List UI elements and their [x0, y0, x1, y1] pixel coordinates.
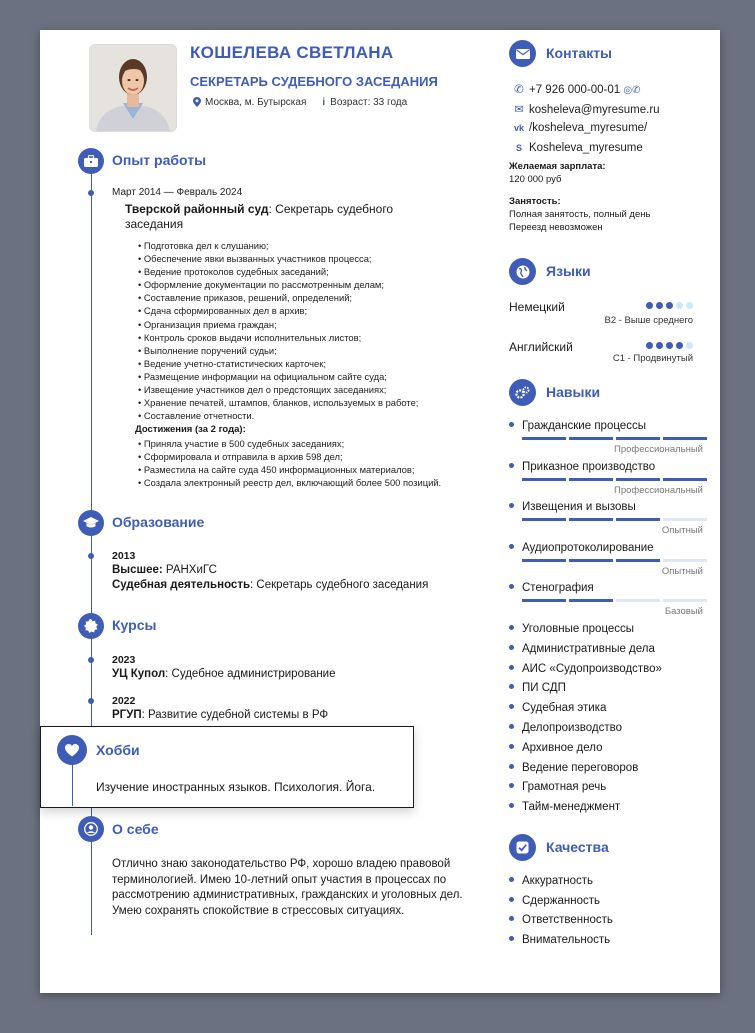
rating-dot: [656, 302, 663, 309]
salary-label: Желаемая зарплата:: [509, 161, 606, 172]
experience-position: [125, 202, 425, 232]
salary-value: 120 000 руб: [509, 174, 562, 185]
quality-item: Сдержанность: [509, 895, 600, 907]
globe-icon: [509, 258, 536, 285]
skill-bar-segment: [522, 559, 566, 562]
skill-name: Извещения и вызовы: [509, 501, 636, 513]
skill-item: Ведение переговоров: [509, 762, 638, 774]
skill-level: Опытный: [661, 566, 703, 577]
achievement-item: • Приняла участие в 500 судебных заседаниях;: [138, 437, 441, 450]
skill-bar-segment: [616, 437, 660, 440]
quality-item: Ответственность: [509, 914, 613, 926]
profile-photo: [89, 44, 177, 132]
checkbox-icon: [509, 834, 536, 861]
skill-bar-segment: [616, 599, 660, 602]
skill-bar: [522, 559, 707, 562]
heart-icon: [57, 735, 87, 765]
skill-item: Грамотная речь: [509, 781, 606, 793]
duty-item: • Ведение протоколов судебных заседаний;: [138, 265, 418, 278]
skill-bar-segment: [522, 518, 566, 521]
skill-bar-segment: [522, 478, 566, 481]
skill-bar-segment: [522, 599, 566, 602]
rating-dot: [646, 342, 653, 349]
contacts-title: Контакты: [546, 45, 613, 61]
rating-dot: [686, 342, 693, 349]
duty-item: • Организация приема граждан;: [138, 318, 418, 331]
skill-name: Стенография: [509, 582, 594, 594]
achievement-item: • Создала электронный реестр дел, включающий более 500 позиций.: [138, 476, 441, 489]
education-degree: Высшее: РАНХиГС: [112, 564, 217, 576]
skill-item: Судебная этика: [509, 702, 606, 714]
role-line-1: : Секретарь судебного: [268, 202, 394, 216]
hobby-title: Хобби: [96, 742, 140, 758]
achievement-item: • Разместила на сайте суда 450 информационных материалов;: [138, 463, 441, 476]
skill-bar-segment: [569, 478, 613, 481]
timeline-dot: [88, 553, 94, 559]
skill-item: Тайм-менеджмент: [509, 801, 620, 813]
hobby-text: Изучение иностранных языков. Психология. Йога.: [96, 780, 376, 794]
duty-item: • Обеспечение явки вызванных участников процесса;: [138, 252, 418, 265]
duty-item: • Контроль сроков выдачи исполнительных листов;: [138, 331, 418, 344]
duty-item: • Сдача сформированных дел в архив;: [138, 304, 418, 317]
skill-bar: [522, 518, 707, 521]
skill-level: Профессиональный: [614, 485, 703, 496]
experience-title: Опыт работы: [112, 152, 207, 168]
user-icon: [78, 816, 104, 842]
language-1-rating: [646, 302, 693, 309]
skill-bar-segment: [663, 518, 707, 521]
vk-icon: vk: [513, 123, 524, 133]
rating-dot: [686, 302, 693, 309]
company-name: Тверской районный суд: [125, 202, 269, 216]
skill-name: Аудиопротоколирование: [509, 542, 654, 554]
qualities-title: Качества: [546, 839, 609, 855]
language-2-level: C1 - Продвинутый: [612, 353, 693, 364]
language-1-name: Немецкий: [509, 300, 565, 314]
location-pin-icon: [193, 97, 201, 107]
skill-item: Делопроизводство: [509, 722, 622, 734]
education-year: 2013: [112, 550, 136, 562]
skills-title: Навыки: [546, 384, 601, 400]
phone-row[interactable]: ✆ +7 926 000-00-01 ◎✆: [509, 82, 640, 96]
rating-dot: [656, 342, 663, 349]
language-2-rating: [646, 342, 693, 349]
skill-item: Архивное дело: [509, 742, 603, 754]
about-text: Отлично знаю законодательство РФ, хорошо владею правовой терминологией. Имею 10-летний опыт участия в процессах по рассмотрению административных, гражданских и уголовных дел. Умею сохранять спокойствие в стрессовых ситуациях.: [112, 858, 463, 917]
skill-bar-segment: [616, 478, 660, 481]
age-text: Возраст: 33 года: [330, 97, 408, 108]
rating-dot: [676, 302, 683, 309]
skill-bar-segment: [616, 518, 660, 521]
whatsapp-icon: ◎: [623, 85, 633, 96]
skill-level: Профессиональный: [614, 444, 703, 455]
skill-bar-segment: [569, 559, 613, 562]
skill-name: Гражданские процессы: [509, 420, 646, 432]
email-icon: ✉: [514, 104, 524, 116]
education-title: Образование: [112, 514, 205, 530]
experience-period: Март 2014 — Февраль 2024: [112, 187, 243, 198]
duty-item: • Размещение информации на официальном сайте суда;: [138, 370, 418, 383]
skill-bar-segment: [663, 559, 707, 562]
language-2-name: Английский: [509, 340, 573, 354]
employment-label: Занятость:: [509, 196, 561, 207]
rating-dot: [666, 342, 673, 349]
quality-item: Аккуратность: [509, 875, 593, 887]
course-2: РГУП: Развитие судебной системы в РФ: [112, 709, 329, 721]
skill-bar-segment: [569, 437, 613, 440]
duty-item: • Хранение печатей, штампов, бланков, используемых в работе;: [138, 396, 418, 409]
rating-dot: [676, 342, 683, 349]
duty-item: • Выполнение поручений судьи;: [138, 344, 418, 357]
achievements-title: Достижения (за 2 года):: [135, 424, 246, 435]
duty-item: • Составление отчетности.: [138, 409, 418, 422]
location-text: Москва, м. Бутырская: [205, 97, 307, 108]
course-1: УЦ Купол: Судебное администрирование: [112, 668, 336, 680]
timeline-line: [72, 765, 73, 806]
skill-bar-segment: [663, 478, 707, 481]
timeline-dot: [88, 657, 94, 663]
duties-list: [138, 239, 418, 422]
languages-title: Языки: [546, 263, 591, 279]
info-icon: i: [322, 97, 326, 108]
resume-page: [40, 30, 720, 993]
employment-line-1: Полная занятость, полный день: [509, 209, 651, 220]
duty-item: • Извещение участников дел о предстоящих заседаниях;: [138, 383, 418, 396]
skill-bar: [522, 437, 707, 440]
duty-item: • Ведение учетно-статистических карточек;: [138, 357, 418, 370]
email-row[interactable]: ✉ kosheleva@myresume.ru: [509, 102, 660, 116]
hobby-section[interactable]: [40, 726, 414, 808]
rating-dot: [666, 302, 673, 309]
skype-icon: S: [515, 143, 522, 153]
graduation-cap-icon: [78, 510, 104, 536]
skill-item: ПИ СДП: [509, 682, 566, 694]
gears-icon: [509, 379, 536, 406]
envelope-icon: [509, 40, 536, 67]
personal-meta: [193, 97, 407, 108]
phone-icon: ✆: [514, 84, 524, 96]
skill-bar-segment: [663, 599, 707, 602]
role-line-2: заседания: [125, 217, 184, 231]
skill-bar-segment: [522, 437, 566, 440]
duty-item: • Составление приказов, решений, определений;: [138, 291, 418, 304]
skill-bar: [522, 599, 707, 602]
courses-title: Курсы: [112, 617, 157, 633]
duty-item: • Подготовка дел к слушанию;: [138, 239, 418, 252]
badge-icon: [78, 613, 104, 639]
skill-item: Уголовные процессы: [509, 623, 634, 635]
viber-icon: ✆: [632, 85, 641, 96]
education-field: Судебная деятельность: Секретарь судебного заседания: [112, 579, 429, 591]
skill-level: Опытный: [661, 525, 703, 536]
achievements-list: [138, 437, 441, 489]
about-title: О себе: [112, 821, 159, 837]
skill-name: Приказное производство: [509, 461, 655, 473]
skill-bar: [522, 478, 707, 481]
duty-item: • Оформление документации по рассмотренным делам;: [138, 278, 418, 291]
vk-row[interactable]: vk /kosheleva_myresume/: [509, 122, 647, 134]
skype-row[interactable]: S Kosheleva_myresume: [509, 142, 643, 154]
timeline-dot: [88, 698, 94, 704]
employment-line-2: Переезд невозможен: [509, 222, 603, 233]
language-1-level: B2 - Выше среднего: [604, 315, 693, 326]
skill-item: АИС «Судопроизводство»: [509, 663, 662, 675]
course-2-year: 2022: [112, 695, 136, 707]
timeline-dot: [88, 190, 94, 196]
course-1-year: 2023: [112, 654, 136, 666]
skill-level: Базовый: [664, 606, 703, 617]
skill-bar-segment: [663, 437, 707, 440]
skill-bar-segment: [569, 599, 613, 602]
skill-item: Административные дела: [509, 643, 655, 655]
job-title: СЕКРЕТАРЬ СУДЕБНОГО ЗАСЕДАНИЯ: [190, 74, 438, 89]
skill-bar-segment: [616, 559, 660, 562]
rating-dot: [646, 302, 653, 309]
briefcase-icon: [78, 148, 104, 174]
quality-item: Внимательность: [509, 934, 610, 946]
achievement-item: • Сформировала и отправила в архив 598 дел;: [138, 450, 441, 463]
full-name: КОШЕЛЕВА СВЕТЛАНА: [190, 43, 394, 62]
skill-bar-segment: [569, 518, 613, 521]
